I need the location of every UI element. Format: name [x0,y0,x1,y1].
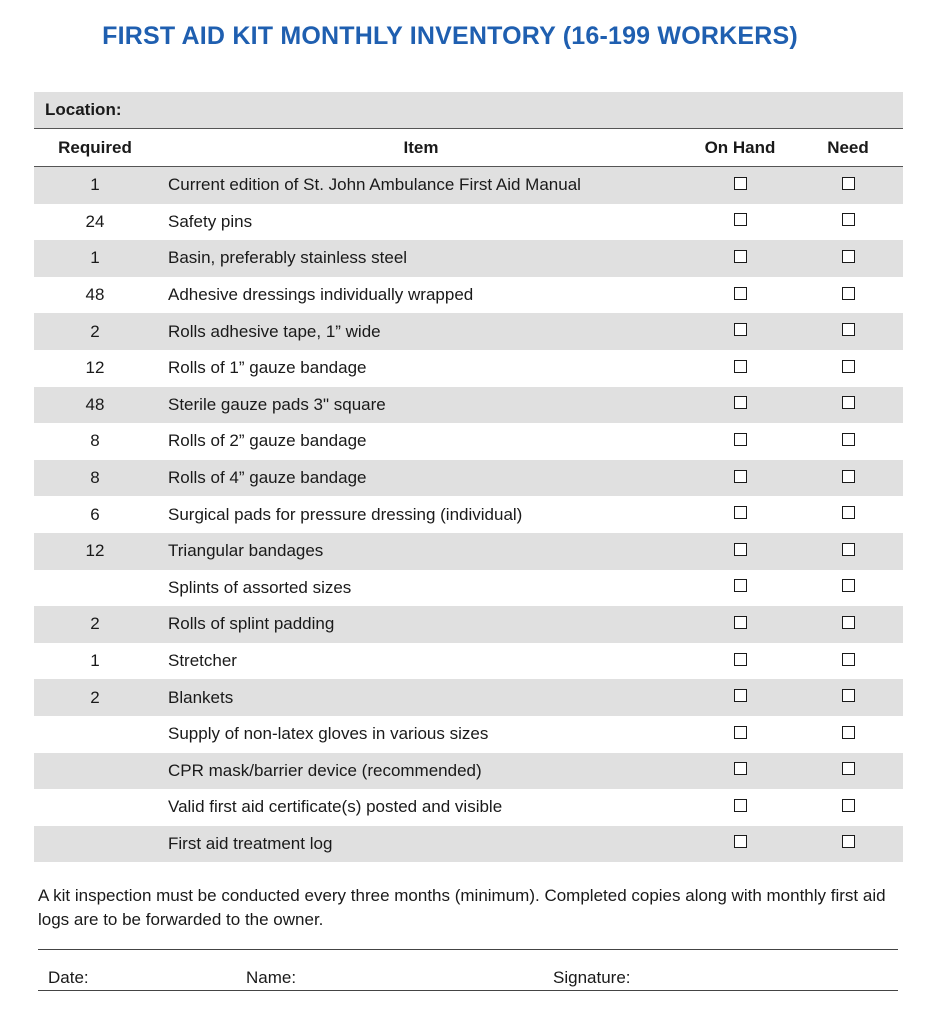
on-hand-checkbox[interactable] [734,250,747,263]
need-checkbox[interactable] [842,177,855,190]
location-label: Location: [45,100,122,119]
on-hand-checkbox[interactable] [734,177,747,190]
on-hand-cell [694,496,786,533]
need-checkbox[interactable] [842,616,855,629]
required-quantity: 1 [90,175,100,195]
on-hand-cell [694,643,786,680]
on-hand-cell [694,533,786,570]
need-cell [806,679,890,716]
on-hand-cell [694,167,786,204]
on-hand-cell [694,789,786,826]
on-hand-cell [694,313,786,350]
table-row [34,643,903,680]
table-row [34,533,903,570]
need-checkbox[interactable] [842,543,855,556]
name-label: Name: [246,968,297,987]
need-cell [806,716,890,753]
on-hand-checkbox[interactable] [734,762,747,775]
required-quantity [34,789,156,826]
need-checkbox[interactable] [842,360,855,373]
item-name: Rolls of 2” gauze bandage [168,431,367,451]
need-checkbox[interactable] [842,433,855,446]
column-header-item: Item [403,138,439,157]
need-cell [806,167,890,204]
need-checkbox[interactable] [842,506,855,519]
table-row [34,460,903,497]
table-row [34,167,903,204]
table-row [34,350,903,387]
table-row [34,606,903,643]
date-label: Date: [48,968,89,987]
required-quantity: 8 [90,431,100,451]
item-name: Valid first aid certificate(s) posted and visible [168,797,503,817]
table-header [34,130,903,167]
on-hand-cell [694,716,786,753]
item-name: Blankets [168,687,234,707]
item-name: Supply of non-latex gloves in various sizes [168,724,489,744]
on-hand-cell [694,570,786,607]
need-cell [806,204,890,241]
required-quantity: 24 [85,211,105,231]
item-name: Rolls adhesive tape, 1” wide [168,321,381,341]
item-name: Rolls of splint padding [168,614,335,634]
need-cell [806,350,890,387]
on-hand-cell [694,423,786,460]
need-cell [806,240,890,277]
location-field[interactable] [34,92,903,129]
table-row [34,753,903,790]
need-checkbox[interactable] [842,726,855,739]
required-quantity: 2 [90,321,100,341]
table-row [34,277,903,314]
required-quantity: 2 [90,687,100,707]
item-name: Splints of assorted sizes [168,577,352,597]
required-quantity: 2 [90,614,100,634]
need-cell [806,533,890,570]
on-hand-checkbox[interactable] [734,726,747,739]
on-hand-checkbox[interactable] [734,653,747,666]
table-row [34,826,903,863]
on-hand-cell [694,460,786,497]
on-hand-cell [694,277,786,314]
on-hand-cell [694,387,786,424]
need-checkbox[interactable] [842,287,855,300]
need-cell [806,643,890,680]
item-name: Current edition of St. John Ambulance First Aid Manual [168,175,581,195]
item-name: Rolls of 4” gauze bandage [168,468,367,488]
on-hand-checkbox[interactable] [734,323,747,336]
on-hand-checkbox[interactable] [734,433,747,446]
on-hand-cell [694,826,786,863]
need-cell [806,606,890,643]
need-checkbox[interactable] [842,323,855,336]
need-cell [806,789,890,826]
on-hand-checkbox[interactable] [734,835,747,848]
required-quantity: 1 [90,651,100,671]
item-name: Sterile gauze pads 3" square [168,394,386,414]
inventory-table [34,167,903,862]
need-cell [806,423,890,460]
table-row [34,423,903,460]
column-header-required: Required [58,138,132,157]
table-row [34,570,903,607]
need-checkbox[interactable] [842,250,855,263]
required-quantity [34,570,156,607]
need-cell [806,570,890,607]
required-quantity: 8 [90,468,100,488]
on-hand-cell [694,679,786,716]
required-quantity: 12 [85,358,105,378]
on-hand-checkbox[interactable] [734,287,747,300]
on-hand-checkbox[interactable] [734,360,747,373]
on-hand-cell [694,753,786,790]
need-cell [806,313,890,350]
divider-line [38,949,898,950]
need-cell [806,460,890,497]
column-header-need: Need [827,138,869,157]
table-row [34,240,903,277]
item-name: Adhesive dressings individually wrapped [168,285,474,305]
item-name: First aid treatment log [168,833,333,853]
need-checkbox[interactable] [842,835,855,848]
on-hand-checkbox[interactable] [734,616,747,629]
signature-line [38,990,898,991]
table-row [34,716,903,753]
need-cell [806,753,890,790]
required-quantity: 48 [85,285,105,305]
need-checkbox[interactable] [842,396,855,409]
need-cell [806,387,890,424]
on-hand-cell [694,606,786,643]
table-row [34,204,903,241]
need-cell [806,826,890,863]
need-checkbox[interactable] [842,653,855,666]
required-quantity [34,753,156,790]
on-hand-checkbox[interactable] [734,799,747,812]
need-cell [806,277,890,314]
item-name: Basin, preferably stainless steel [168,248,408,268]
on-hand-checkbox[interactable] [734,543,747,556]
item-name: Stretcher [168,651,237,671]
need-cell [806,496,890,533]
need-checkbox[interactable] [842,689,855,702]
need-checkbox[interactable] [842,470,855,483]
required-quantity: 48 [85,394,105,414]
table-row [34,496,903,533]
on-hand-checkbox[interactable] [734,213,747,226]
on-hand-cell [694,240,786,277]
signature-label: Signature: [553,968,631,987]
on-hand-checkbox[interactable] [734,689,747,702]
table-row [34,679,903,716]
on-hand-cell [694,204,786,241]
column-header-on-hand: On Hand [704,138,776,157]
on-hand-checkbox[interactable] [734,470,747,483]
item-name: Triangular bandages [168,541,324,561]
need-checkbox[interactable] [842,762,855,775]
table-row [34,789,903,826]
required-quantity [34,716,156,753]
item-name: Safety pins [168,211,253,231]
required-quantity: 6 [90,504,100,524]
required-quantity: 1 [90,248,100,268]
on-hand-checkbox[interactable] [734,579,747,592]
page-title: FIRST AID KIT MONTHLY INVENTORY (16-199 WORKERS) [102,22,798,50]
table-row [34,387,903,424]
need-checkbox[interactable] [842,579,855,592]
required-quantity: 12 [85,541,105,561]
required-quantity [34,826,156,863]
inspection-note: A kit inspection must be conducted every three months (minimum). Completed copies along with monthly first aid logs are to be forwarded to the owner. [38,886,886,929]
item-name: Rolls of 1” gauze bandage [168,358,367,378]
item-name: Surgical pads for pressure dressing (individual) [168,504,523,524]
on-hand-checkbox[interactable] [734,396,747,409]
item-name: CPR mask/barrier device (recommended) [168,760,482,780]
on-hand-cell [694,350,786,387]
need-checkbox[interactable] [842,799,855,812]
need-checkbox[interactable] [842,213,855,226]
table-row [34,313,903,350]
on-hand-checkbox[interactable] [734,506,747,519]
